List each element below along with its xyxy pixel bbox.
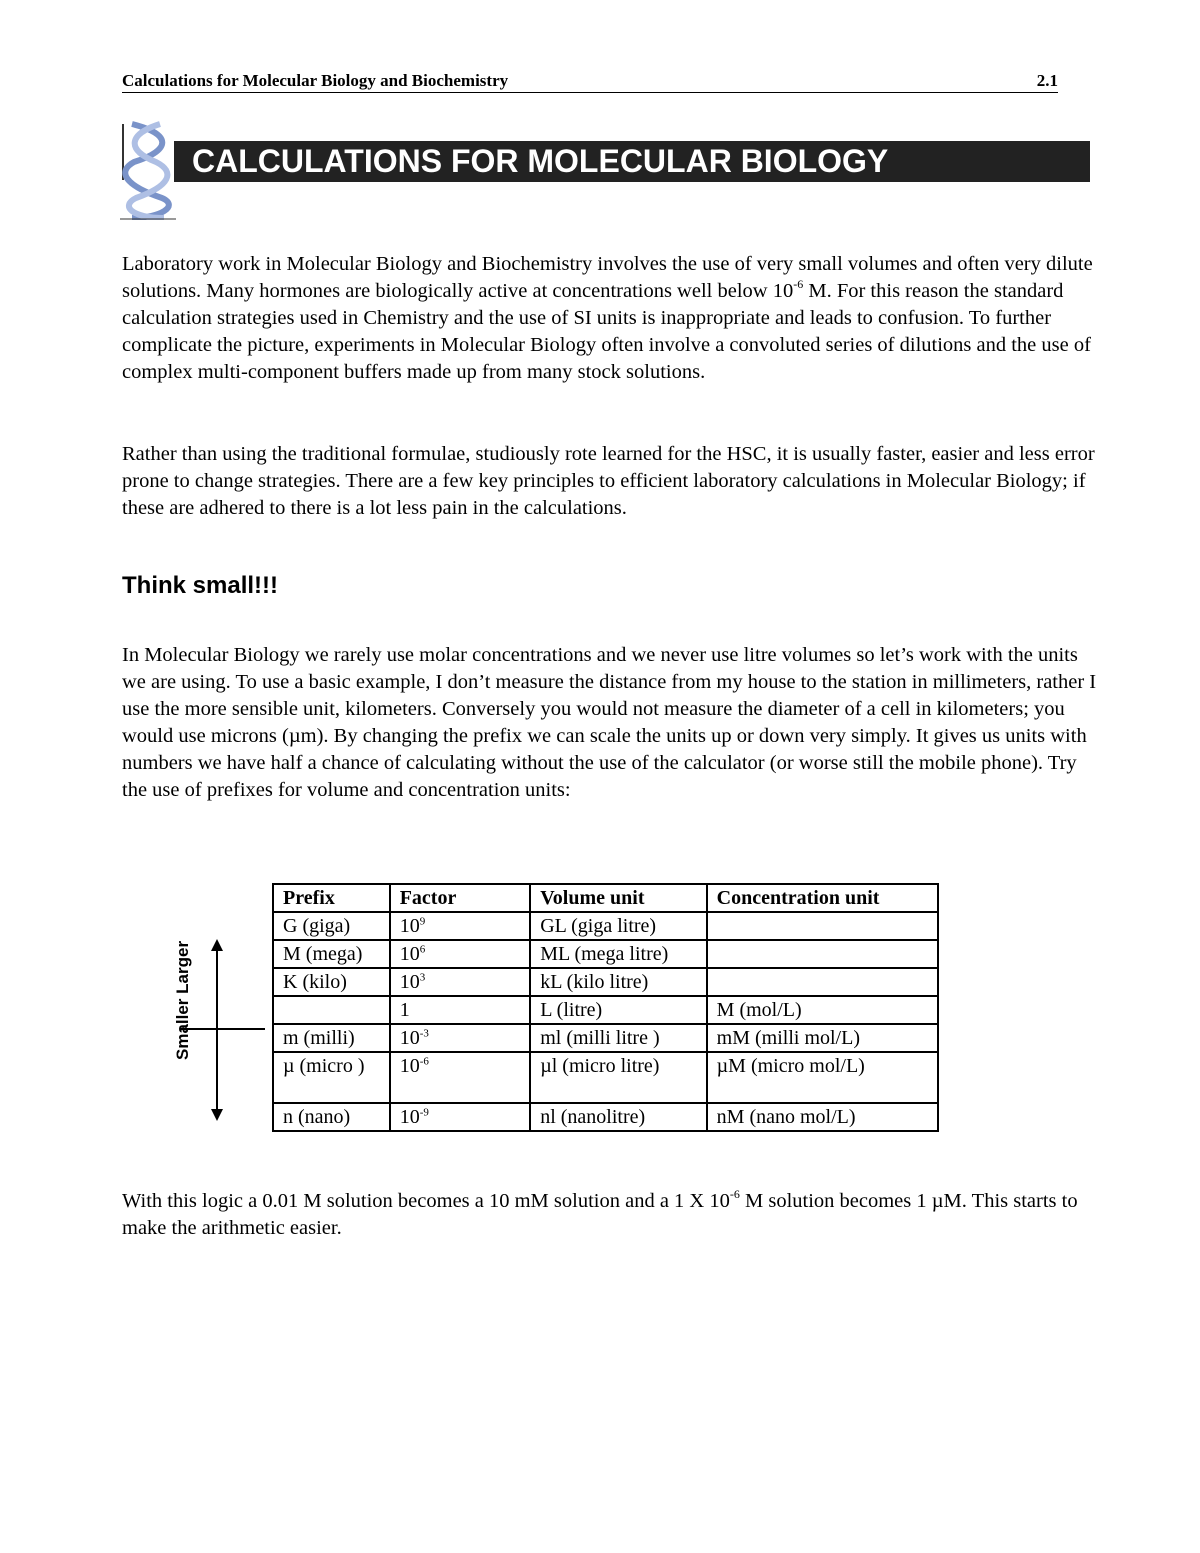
concentration-cell [707, 968, 938, 996]
banner-bar [174, 141, 1090, 182]
section-heading: Think small!!! [122, 572, 279, 599]
volume-cell: kL (kilo litre) [530, 968, 706, 996]
factor-base: 10 [399, 915, 420, 937]
prefix-table [272, 883, 939, 1132]
table-row [273, 968, 938, 996]
factor-cell [390, 968, 531, 996]
factor-exponent: -6 [419, 1055, 429, 1068]
column-header: Factor [390, 884, 531, 912]
intro-paragraph-2: Rather than using the traditional formulae, studiously rote learned for the HSC, it is usually faster, easier and less error prone to change strategies. There are a few key principles to efficient laboratory calculations in Molecular Biology; if these are adhered to there is a lot less pain in the calculations. [122, 443, 1095, 519]
intro-p1-exponent: -6 [793, 277, 804, 292]
volume-cell: ML (mega litre) [530, 940, 706, 968]
conclusion-a: With this logic a 0.01 M solution becomes a 10 mM solution and a 1 X 10 [122, 1190, 730, 1212]
table-row [273, 1024, 938, 1052]
volume-cell: µl (micro litre) [530, 1052, 706, 1103]
prefix-cell: G (giga) [273, 912, 390, 940]
volume-cell: L (litre) [530, 996, 706, 1024]
banner-title: CALCULATIONS FOR MOLECULAR BIOLOGY [192, 143, 889, 179]
page-header [122, 70, 1058, 93]
factor-base: 1 [399, 999, 410, 1021]
conclusion-paragraph [122, 1188, 1097, 1242]
column-header: Prefix [273, 884, 390, 912]
concentration-cell [707, 912, 938, 940]
conclusion-exponent: -6 [729, 1187, 740, 1202]
prefix-cell: M (mega) [273, 940, 390, 968]
prefix-cell: m (milli) [273, 1024, 390, 1052]
intro-p1-base: 10 [772, 280, 794, 302]
scale-label: Smaller Larger [173, 940, 192, 1060]
volume-cell: GL (giga litre) [530, 912, 706, 940]
table-row [273, 912, 938, 940]
prefix-cell: n (nano) [273, 1103, 390, 1131]
concentration-cell: µM (micro mol/L) [707, 1052, 938, 1103]
factor-base: 10 [399, 971, 420, 993]
prefix-cell: µ (micro ) [273, 1052, 390, 1103]
factor-base: 10 [399, 1055, 420, 1077]
page-number: 2.1 [1036, 71, 1058, 90]
table-row [273, 996, 938, 1024]
factor-exponent: 3 [419, 971, 426, 984]
column-header: Concentration unit [707, 884, 938, 912]
volume-cell: ml (milli litre ) [530, 1024, 706, 1052]
table-row [273, 1103, 938, 1131]
volume-cell: nl (nanolitre) [530, 1103, 706, 1131]
table-row [273, 940, 938, 968]
factor-exponent: 6 [419, 943, 426, 956]
factor-cell [390, 996, 531, 1024]
factor-cell [390, 1052, 531, 1103]
header-title: Calculations for Molecular Biology and Biochemistry [122, 71, 509, 90]
factor-base: 10 [399, 1027, 420, 1049]
intro-p1-a: Laboratory work in Molecular Biology and Biochemistry involves the use of very small volumes and often very dilute solutions. Many hormones are biologically active at concentrations well below [122, 253, 1093, 302]
factor-exponent: 9 [419, 915, 426, 928]
dna-helix-icon [120, 120, 176, 220]
concentration-cell: nM (nano mol/L) [707, 1103, 938, 1131]
table-row [273, 1052, 938, 1103]
concentration-cell [707, 940, 938, 968]
factor-cell [390, 1103, 531, 1131]
factor-base: 10 [399, 1106, 420, 1128]
section-paragraph: In Molecular Biology we rarely use molar concentrations and we never use litre volumes so let’s work with the units we are using. To use a basic example, I don’t measure the distance from my house to the station in millimeters, rather I use the more sensible unit, kilometers. Conversely you would not measure the diameter of a cell in kilometers; you would use microns (µm). By changing the prefix we can scale the units up or down very simply. It gives us units with numbers we have half a chance of calculating without the use of the calculator (or worse still the mobile phone). Try the use of prefixes for volume and concentration units: [122, 644, 1097, 801]
intro-p1-b: M. For this reason the standard calculation strategies used in Chemistry and the use of SI units is inappropriate and leads to confusion. To further complicate the picture, experiments in Molecular Biology often involve a convoluted series of dilutions and the use of complex multi-component buffers made up from many stock solutions. [122, 280, 1091, 383]
prefix-cell: K (kilo) [273, 968, 390, 996]
factor-base: 10 [399, 943, 420, 965]
intro-paragraph-1 [122, 251, 1097, 386]
column-header: Volume unit [530, 884, 706, 912]
concentration-cell: M (mol/L) [707, 996, 938, 1024]
factor-exponent: -3 [419, 1027, 429, 1040]
title-banner [120, 120, 1090, 220]
prefix-cell [273, 996, 390, 1024]
table-header-row [273, 884, 938, 912]
factor-cell [390, 940, 531, 968]
factor-exponent: -9 [419, 1106, 429, 1119]
conclusion-b: M solution becomes 1 µM. This starts to make the arithmetic easier. [122, 1190, 1078, 1239]
concentration-cell: mM (milli mol/L) [707, 1024, 938, 1052]
factor-cell [390, 912, 531, 940]
factor-cell [390, 1024, 531, 1052]
